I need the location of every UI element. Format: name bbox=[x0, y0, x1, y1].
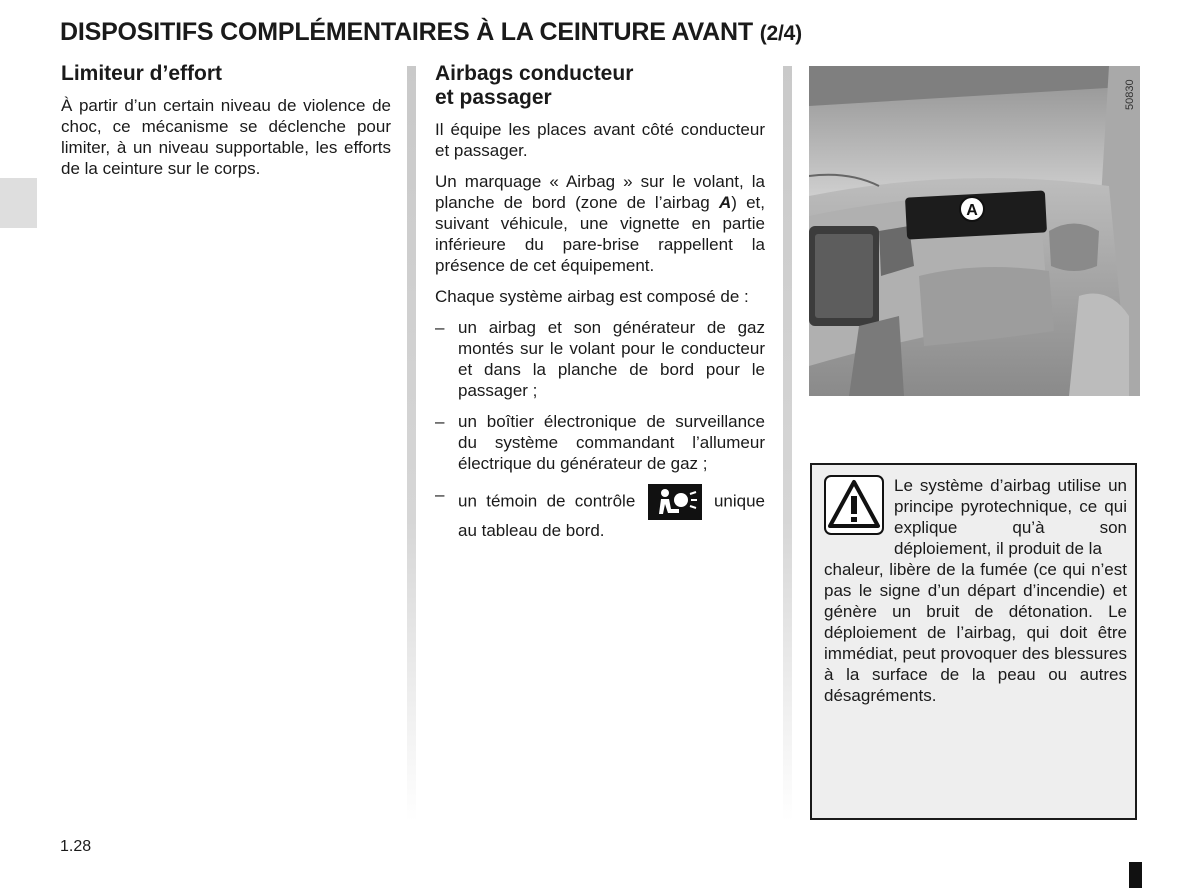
heading-airbags bbox=[435, 62, 765, 110]
list-item-text-a: un témoin de contrôle bbox=[458, 491, 636, 511]
page-number: 1.28 bbox=[60, 838, 92, 855]
zone-letter: A bbox=[718, 193, 732, 212]
warning-box bbox=[810, 463, 1137, 820]
list-item-text: un boîtier électronique de surveillance du système commandant l’allumeur électrique du générateur de gaz ; bbox=[458, 412, 765, 473]
title-page-fraction: (2/4) bbox=[759, 22, 802, 45]
paragraph-force-limiter: À partir d’un certain niveau de violence de choc, ce mécanisme se déclenche pour limiter, à un niveau supportable, les efforts de la ceinture sur le corps. bbox=[61, 96, 391, 178]
dash-bullet: – bbox=[435, 318, 445, 337]
page-edge-marker bbox=[1129, 862, 1142, 888]
paragraph-airbag-marking bbox=[435, 171, 765, 276]
list-item bbox=[435, 411, 765, 474]
heading-airbags-line1: Airbags conducteur bbox=[435, 62, 634, 85]
list-item-text: un airbag et son générateur de gaz montés sur le volant pour le conducteur et dans la planche de bord pour le passager ; bbox=[458, 318, 765, 400]
dashboard-photo bbox=[809, 66, 1140, 396]
list-item-text-b: unique au tableau de bord. bbox=[458, 491, 765, 540]
paragraph-airbag-system: Chaque système airbag est composé de : bbox=[435, 287, 749, 306]
chapter-tab bbox=[0, 178, 37, 228]
heading-force-limiter: Limiteur d’effort bbox=[61, 62, 222, 85]
heading-airbags-line2: et passager bbox=[435, 86, 552, 109]
dashboard-illustration bbox=[809, 66, 1140, 396]
airbag-warning-light-icon bbox=[648, 484, 702, 520]
list-item bbox=[435, 484, 765, 542]
figure-reference-number: 50830 bbox=[1124, 79, 1136, 110]
column-middle bbox=[435, 62, 765, 552]
marking-text-a: Un marquage « Airbag » sur le volant, la planche de bord (zone de l’airbag bbox=[435, 172, 765, 212]
column-left bbox=[61, 62, 391, 189]
column-divider-2 bbox=[783, 66, 792, 822]
warning-text-bottom: chaleur, libère de la fumée (ce qui n’est pas le signe d’un départ d’incendie) et génère un bruit de détonation. Le déploiement de l’airbag, qui doit être immédiat, peut provoquer des blessures à la surface de la peau ou autres désagréments. bbox=[824, 560, 1127, 705]
callout-a-label: A bbox=[966, 202, 978, 219]
column-divider-1 bbox=[407, 66, 416, 822]
warning-text-top: Le système d’airbag utilise un principe pyrotechnique, ce qui explique qu’à son déploiement, il produit de la bbox=[894, 476, 1127, 558]
list-item bbox=[435, 317, 765, 401]
dash-bullet: – bbox=[435, 485, 445, 504]
marking-text-b: ) et, suivant véhicule, une vignette en partie inférieure du pare-brise rappellent la présence de cet équipement. bbox=[435, 193, 765, 275]
warning-triangle-icon bbox=[824, 475, 884, 535]
paragraph-airbag-seats: Il équipe les places avant côté conducteur et passager. bbox=[435, 120, 765, 160]
dash-bullet: – bbox=[435, 412, 445, 431]
page-title bbox=[60, 18, 802, 47]
components-list bbox=[435, 317, 765, 542]
title-text: DISPOSITIFS COMPLÉMENTAIRES À LA CEINTURE AVANT bbox=[60, 18, 753, 46]
